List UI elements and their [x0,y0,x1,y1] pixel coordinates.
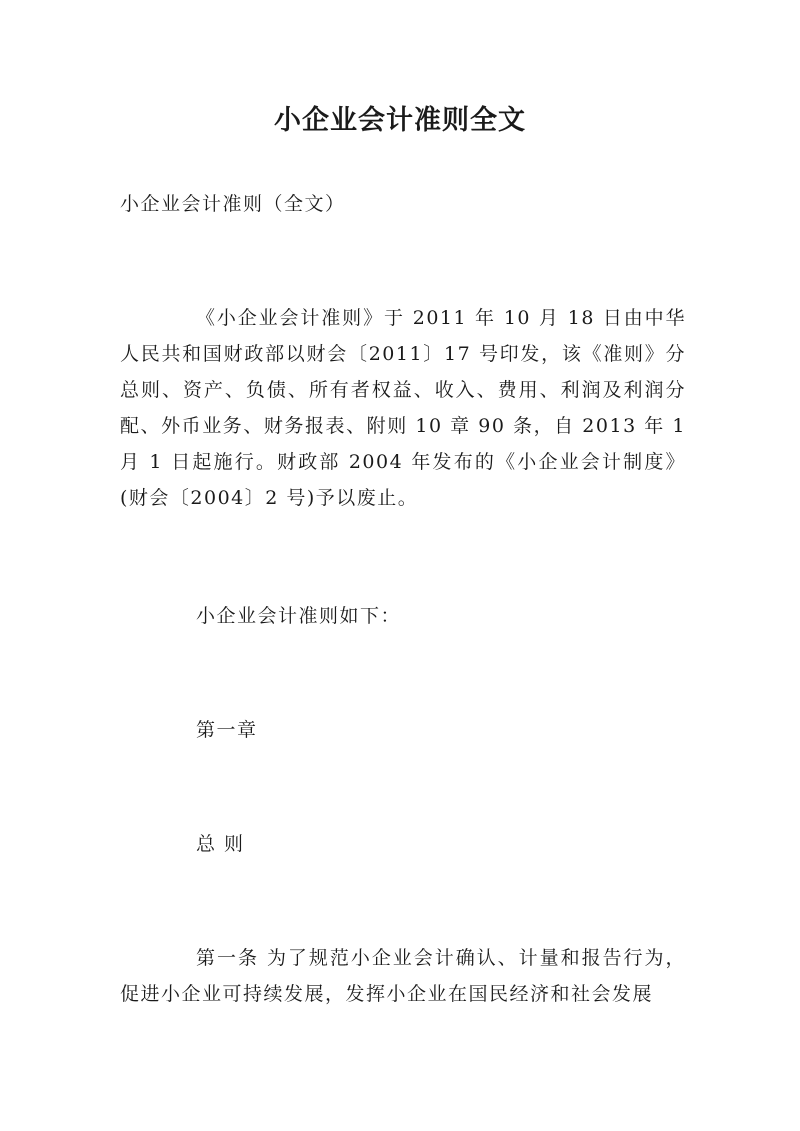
chapter-heading: 第一章 [196,719,258,741]
chapter-title: 总 则 [196,833,245,855]
document-subtitle: 小企业会计准则（全文） [120,193,346,215]
intro-paragraph: 《小企业会计准则》于 2011 年 10 月 18 日由中华人民共和国财政部以财会〔2011〕17 号印发，该《准则》分总则、资产、负债、所有者权益、收入、费用、利润及利润分配、外币业务、财务报表、附则 10 章 90 条，自 2013 年 1 月 1 日起施行。财政部 2004 年发布的《小企业会计制度》(财会〔2004〕2 号)予以废止。 [120,307,686,509]
document-title: 小企业会计准则全文 [274,105,526,136]
article-paragraph: 第一条 为了规范小企业会计确认、计量和报告行为，促进小企业可持续发展，发挥小企业在国民经济和社会发展 [120,947,686,1005]
rules-follow-line: 小企业会计准则如下： [196,605,402,627]
